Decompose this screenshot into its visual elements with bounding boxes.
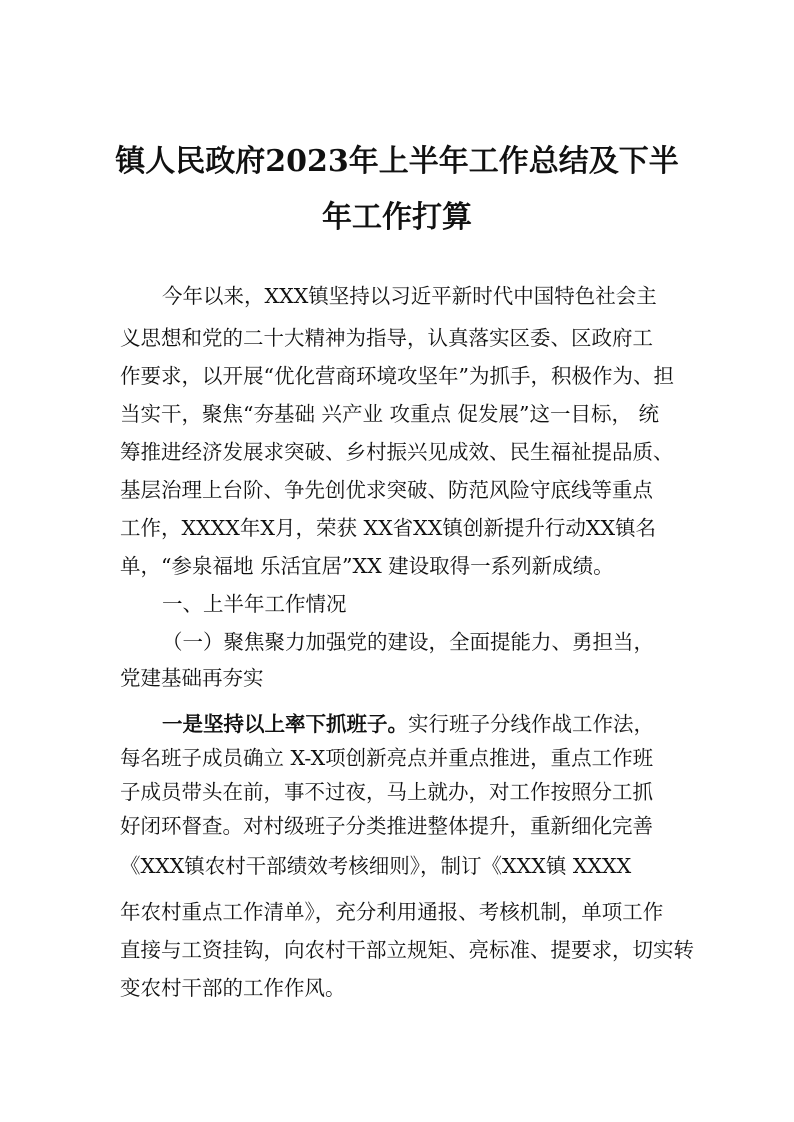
subsection-heading-continued: 党建基础再夯实 (120, 666, 264, 690)
paragraph-line: 每名班子成员确立 X-X项创新亮点并重点推进，重点工作班 (120, 746, 654, 770)
document-title-line-2: 年工作打算 (322, 200, 472, 235)
paragraph-first-line (162, 710, 654, 738)
paragraph-line: 《XXX镇农村干部绩效考核细则》，制订《XXX镇 XXXX (120, 854, 632, 878)
paragraph-line: 今年以来，XXX镇坚持以习近平新时代中国特色社会主 (162, 284, 657, 308)
subsection-heading: （一）聚焦聚力加强党的建设，全面提能力、勇担当， (162, 630, 654, 654)
paragraph-line: 年农村重点工作清单》，充分利用通报、考核机制，单项工作 (120, 900, 664, 924)
section-heading: 一、上半年工作情况 (162, 592, 347, 616)
paragraph-line: 变农村干部的工作作风。 (120, 976, 346, 1000)
paragraph-line: 子成员带头在前，事不过夜，马上就办，对工作按照分工抓 (120, 780, 653, 804)
paragraph-first-rest: 实行班子分线作战工作法， (408, 712, 654, 736)
paragraph-line: 筹推进经济发展求突破、乡村振兴见成效、民生福祉提品质、 (120, 440, 674, 464)
document-title-line-1: 镇人民政府2023年上半年工作总结及下半 (115, 144, 679, 179)
paragraph-line: 工作，XXXX年X月，荣获 XX省XX镇创新提升行动XX镇名 (120, 516, 657, 540)
paragraph-line: 直接与工资挂钩，向农村干部立规矩、亮标准、提要求，切实转 (120, 938, 694, 962)
paragraph-line: 作要求，以开展“优化营商环境攻坚年”为抓手，积极作为、担 (120, 364, 674, 388)
bold-lead: 一是坚持以上率下抓班子。 (162, 712, 408, 736)
paragraph-line: 当实干，聚焦“夯基础 兴产业 攻重点 促发展”这一目标， 统 (120, 402, 660, 426)
paragraph-line: 基层治理上台阶、争先创优求突破、防范风险守底线等重点 (120, 478, 653, 502)
paragraph-line: 好闭环督查。对村级班子分类推进整体提升，重新细化完善 (120, 814, 653, 838)
paragraph-line: 义思想和党的二十大精神为指导，认真落实区委、区政府工 (120, 326, 653, 350)
paragraph-line: 单，“参泉福地 乐活宜居”XX 建设取得一系列新成绩。 (120, 554, 614, 578)
